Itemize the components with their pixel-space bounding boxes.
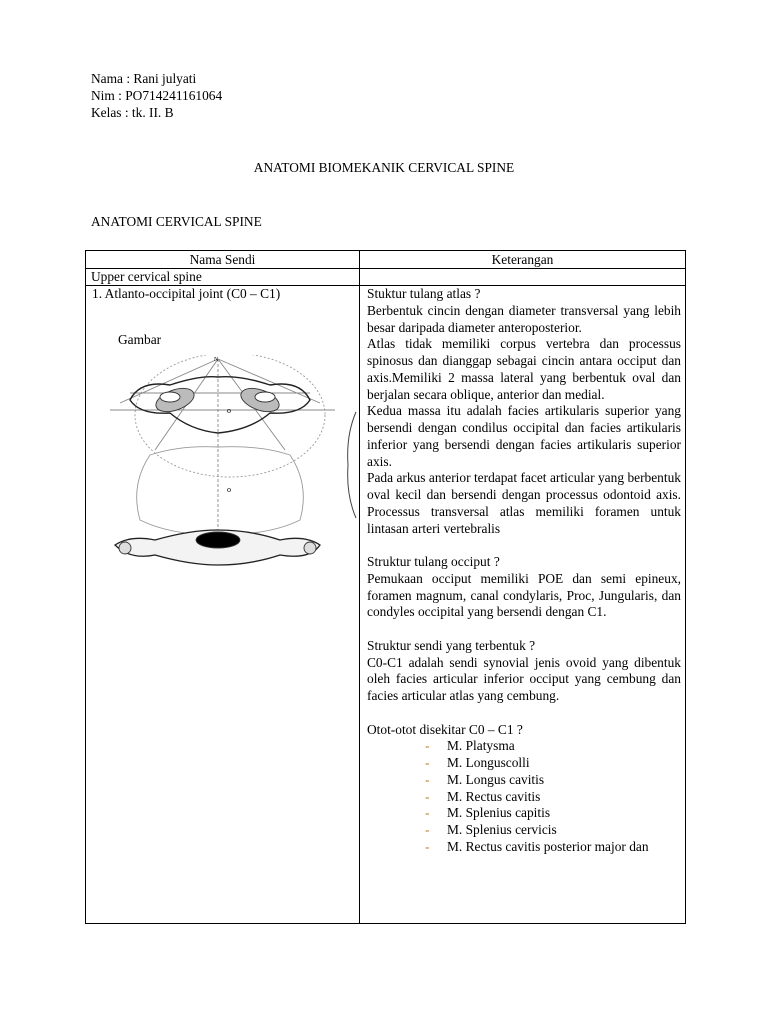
student-name: Nama : Rani julyati [91,71,197,86]
bullet-dash: - [425,838,430,854]
question-joint: Struktur sendi yang terbentuk ? [367,637,536,653]
muscle-item: - M. Rectus cavitis [425,788,541,804]
anatomy-table [85,250,686,924]
figure-label: Gambar [118,331,162,347]
section-row-label: Upper cervical spine [91,269,202,284]
question-occiput: Struktur tulang occiput ? [367,554,500,569]
paragraph: Pada arkus anterior terdapat facet articular yang berbentuk oval kecil dan bersendi dengan processus odontoid axis. Processus transversal atlas memiliki foramen untuk lintasan arteri vertebralis [367,470,681,536]
facet-right [255,392,275,402]
muscle-item: - M. Rectus cavitis posterior major dan [425,838,649,854]
bullet-dash: - [425,805,430,821]
label-n: N [214,357,219,363]
column-divider [359,251,360,923]
student-class: Kelas : tk. II. B [91,105,174,120]
muscle-item: - M. Splenius cervicis [425,822,557,837]
label-o: o [227,406,231,415]
bullet-dash: - [425,771,430,787]
facet-left [160,392,180,402]
atlas-vertebra-figure [110,355,360,575]
muscle-item: - M. Splenius capitis [425,805,551,821]
bullet-dash: - [425,822,430,837]
muscle-list [367,738,681,855]
paragraph: Atlas tidak memiliki corpus vertebra dan processus spinosus dan dianggap sebagai cincin antara occiput dan axis.Memiliki 2 massa lateral yang berbentuk oval dan berjalan secara oblique, anterior dan medial. [367,336,681,402]
bullet-dash: - [425,738,430,754]
document-title: ANATOMI BIOMEKANIK CERVICAL SPINE [253,160,515,175]
label-o: o [227,485,231,494]
figure-edge-fragment [344,410,358,520]
muscle-item: - M. Longuscolli [425,755,530,770]
column-header-nama-sendi: Nama Sendi [189,252,256,267]
column-header-keterangan: Keterangan [491,252,554,267]
muscle-item: - M. Platysma [425,738,515,754]
foramen-transversarium-left [119,542,131,554]
paragraph: Kedua massa itu adalah facies artikularis superior yang bersendi dengan condilus occipital dan facies artikularis inferior yang bersendi dengan facies artikularis superior axis. [367,403,681,469]
paragraph: C0-C1 adalah sendi synovial jenis ovoid yang dibentuk oleh facies articular inferior occiput yang cembung dan facies articular atlas yang cembung. [367,654,681,703]
section-title: ANATOMI CERVICAL SPINE [91,214,262,229]
muscle-item: - M. Longus cavitis [425,771,545,787]
vertebral-body-outline [137,447,304,535]
student-nim: Nim : PO714241161064 [91,88,223,103]
paragraph: Berbentuk cincin dengan diameter transversal yang lebih besar daripada diameter anteroposterior. [367,302,681,335]
paragraph: Pemukaan occiput memiliki POE dan semi epineux, foramen magnum, canal condylaris, Proc, Jungularis, dan condyles occipital yang bersendi dengan C1. [367,570,681,620]
vertebral-foramen [196,532,240,548]
bullet-dash: - [425,788,430,804]
foramen-transversarium-right [304,542,316,554]
joint-cell [92,286,354,349]
bullet-dash: - [425,755,430,770]
question-muscles: Otot-otot disekitar C0 – C1 ? [367,721,523,737]
joint-name: 1. Atlanto-occipital joint (C0 – C1) [92,286,281,301]
description-cell [367,286,681,856]
question-atlas: Stuktur tulang atlas ? [367,286,481,301]
outline-fragment [348,412,356,518]
occiput-outline [135,355,325,477]
